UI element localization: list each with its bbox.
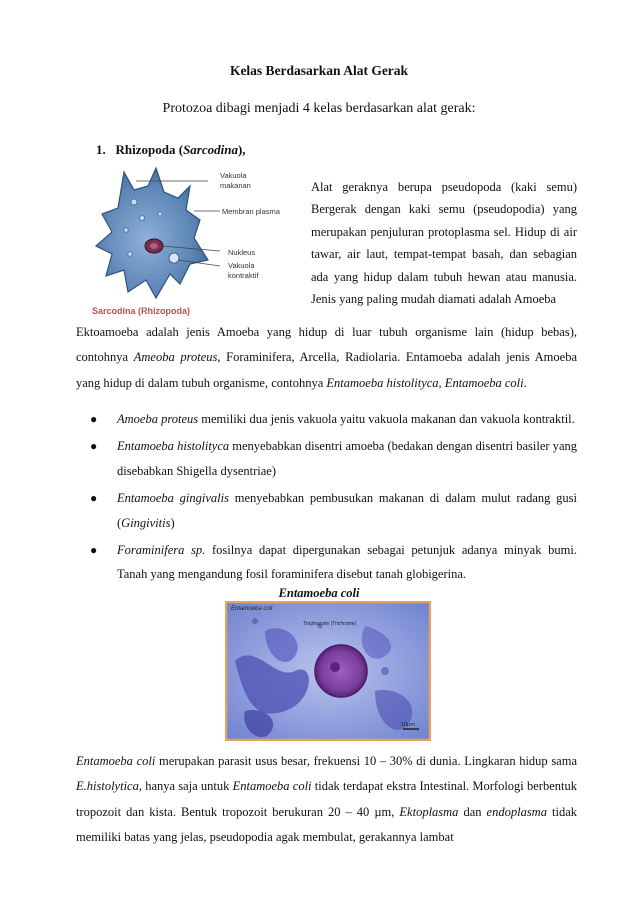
- italic-run: Gingivitis: [121, 515, 171, 530]
- page-subtitle: Protozoa dibagi menjadi 4 kelas berdasarkan alat gerak:: [162, 101, 476, 116]
- bullet-icon: ●: [90, 439, 98, 454]
- bullet-icon: ●: [90, 412, 98, 426]
- section-suffix: ),: [237, 142, 246, 157]
- bullet-icon: ●: [90, 543, 98, 558]
- bullet-list: [76, 407, 577, 590]
- rhizopoda-description: Alat geraknya berupa pseudopoda (kaki semu) Bergerak dengan kaki semu (pseudopodia) yang merupakan penjuluran protoplasma sel. Hidup di air tawar, air laut, tempat-tempat basah, dan sebagian ada yang hidup dalam tubuh hewan atau manusia. Jenis yang paling mudah diamati adalah Amoeba: [311, 180, 577, 307]
- italic-run: Entamoeba gingivalis: [117, 491, 229, 506]
- section-alt-name: Sarcodina: [183, 142, 238, 157]
- label-vacuole-food-1: Vakuola: [220, 171, 247, 180]
- bullet-icon: ●: [90, 491, 98, 506]
- italic-run: Foraminifera sp.: [117, 543, 206, 558]
- label-vacuole-contractile-2: kontraktif: [228, 271, 259, 280]
- section-number: 1.: [96, 142, 106, 157]
- text-run: dan: [458, 804, 487, 819]
- entamoeba-micrograph: [225, 601, 431, 741]
- list-item: [76, 434, 577, 483]
- italic-run: Ektoplasma: [399, 804, 459, 819]
- list-item: [76, 538, 577, 587]
- label-vacuole-food-2: makanan: [220, 181, 251, 190]
- text-run: .: [523, 375, 527, 390]
- text-run: Ektoamoeba adalah jenis Amoeba yang hidup di luar tubuh organisme lain (hidup bebas), contohnya: [76, 325, 577, 365]
- page-title: Kelas Berdasarkan Alat Gerak: [229, 63, 409, 78]
- label-membrane: Membran plasma: [222, 207, 280, 216]
- text-run: memiliki dua jenis vakuola yaitu vakuola makanan dan vakuola kontraktil.: [198, 412, 575, 426]
- amoeba-cell-body: [96, 168, 208, 298]
- figure2-caption: Entamoeba coli: [278, 586, 360, 600]
- list-item: [76, 407, 577, 431]
- italic-run: Entamoeba coli: [76, 754, 156, 768]
- italic-run: Amoeba proteus: [117, 412, 199, 426]
- paragraph-entamoeba-coli: [76, 749, 577, 850]
- entamoeba-cell: [315, 645, 367, 697]
- section-name: Rhizopoda: [115, 142, 176, 157]
- text-run: menyebabkan disentri amoeba (bedakan dengan disentri basiler yang disebabkan Shigella dysentriae): [117, 439, 578, 478]
- text-run: menyebabkan pembusukan makanan di dalam mulut radang gusi (: [117, 491, 577, 530]
- micrograph-sublabel: Trophozoite (Trichrome): [303, 621, 357, 627]
- italic-run: Entamoeba coli: [232, 779, 312, 794]
- italic-run: Ameoba proteus: [133, 350, 218, 365]
- text-run: tidak terdapat ekstra Intestinal. Morfologi berbentuk tropozoit dan kista. Bentuk tropozoit berukuran 20 – 40 µm,: [76, 779, 577, 819]
- label-nucleus: Nukleus: [228, 248, 256, 257]
- italic-run: endoplasma: [486, 804, 547, 819]
- text-run: tidak memiliki batas yang jelas, pseudopodia agak membulat, gerakannya lambat: [76, 804, 577, 844]
- text-run: , hanya saja untuk: [138, 779, 233, 794]
- text-run: merupakan parasit usus besar, frekuensi 10 – 30% di dunia. Lingkaran hidup sama: [155, 754, 578, 768]
- figure1-caption: Sarcodina (Rhizopoda): [92, 306, 191, 316]
- paragraph-ektoamoeba: [76, 320, 577, 396]
- section-heading-rhizopoda: 1. Rhizopoda (Sarcodina),: [96, 142, 246, 157]
- text-run: fosilnya dapat dipergunakan sebagai petunjuk adanya minyak bumi. Tanah yang mengandung fosil foraminifera disebut tanah globigerina.: [117, 543, 577, 582]
- micrograph-label: Entamoeba coli: [231, 606, 273, 612]
- list-item: [76, 486, 577, 535]
- text-run: ): [170, 515, 175, 530]
- amoeba-diagram: [90, 162, 312, 322]
- text-run: , Foraminifera, Arcella, Radiolaria. Entamoeba adalah jenis Amoeba yang hidup di dalam tubuh organisme, contohnya: [76, 350, 577, 390]
- italic-run: Entamoeba histolityca: [117, 439, 230, 454]
- label-vacuole-contractile-1: Vakuola: [228, 261, 255, 270]
- italic-run: Entamoeba histolityca, Entamoeba coli: [326, 375, 524, 390]
- micrograph-scale: 10µm: [401, 722, 415, 728]
- italic-run: E.histolytica: [76, 779, 139, 794]
